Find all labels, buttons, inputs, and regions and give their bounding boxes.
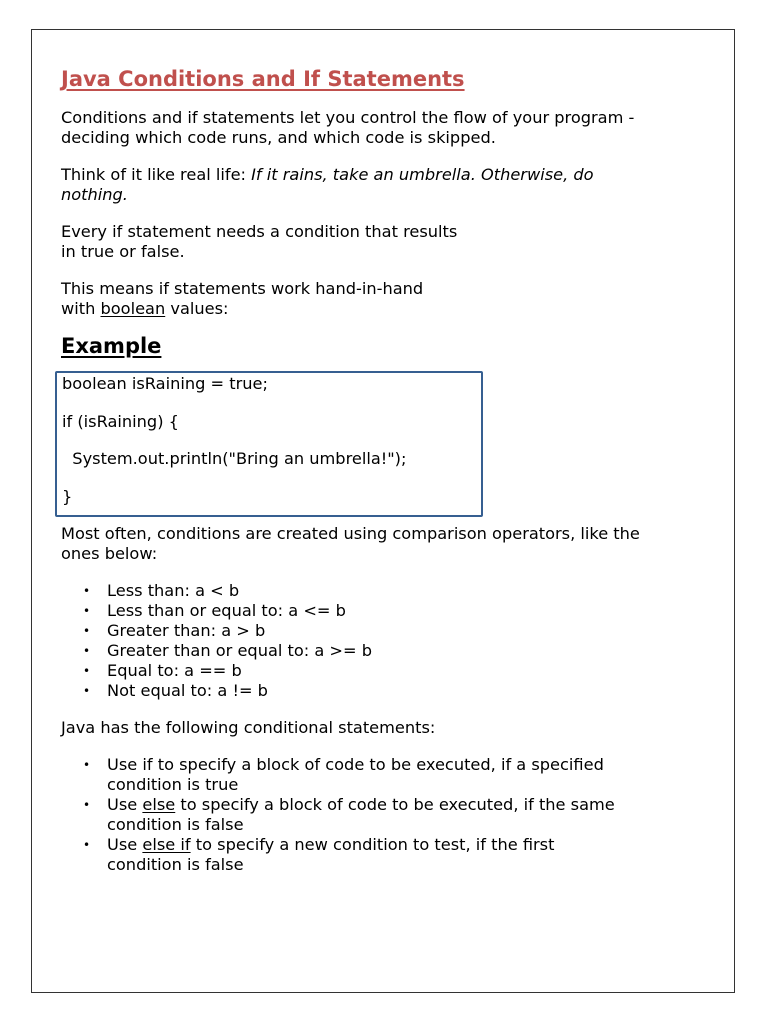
list-item (107, 755, 627, 795)
boolean-line-1: This means if statements work hand-in-hand (61, 279, 424, 298)
condition-paragraph (61, 222, 661, 262)
condition-line-2: in true or false. (61, 242, 185, 261)
boolean-link[interactable]: boolean (100, 299, 166, 318)
list-item: • Less than or equal to: a <= b (107, 601, 661, 621)
list-item: • Not equal to: a != b (107, 681, 661, 701)
code-line: System.out.println("Bring an umbrella!"); (62, 449, 407, 468)
analogy-lead: Think of it like real life: (61, 165, 252, 184)
boolean-with: with (61, 299, 101, 318)
operators-intro: Most often, conditions are created using comparison operators, like the ones below: (61, 524, 640, 563)
else-if-link[interactable]: else if (142, 835, 191, 854)
example-heading: Example (61, 334, 162, 358)
page-title: Java Conditions and If Statements (61, 67, 465, 91)
code-line: boolean isRaining = true; (62, 374, 268, 393)
list-item: • Greater than or equal to: a >= b (107, 641, 661, 661)
else-link[interactable]: else (142, 795, 176, 814)
statements-intro: Java has the following conditional statements: (61, 718, 436, 737)
list-item: • Less than: a < b (107, 581, 661, 601)
list-item (107, 795, 627, 835)
boolean-tail: values: (165, 299, 229, 318)
statement-text: Use (107, 835, 143, 854)
statement-text: Use if to specify a block of code to be executed, if a specified condition is true (107, 755, 604, 794)
code-example-box (55, 371, 483, 517)
list-item: • Equal to: a == b (107, 661, 661, 681)
code-line: if (isRaining) { (62, 411, 179, 431)
list-item: • Greater than: a > b (107, 621, 661, 641)
statements-list (61, 755, 661, 875)
condition-line-1: Every if statement needs a condition that results (61, 222, 458, 241)
statement-text: Use (107, 795, 143, 814)
statement-text: to specify a new condition to test, if the first condition is false (107, 835, 555, 874)
intro-paragraph: Conditions and if statements let you control the flow of your program - deciding which code runs, and which code is skipped. (61, 108, 635, 147)
boolean-paragraph (61, 279, 661, 319)
document-content (61, 66, 661, 892)
code-line: } (62, 486, 73, 506)
analogy-italic: If it rains, take an umbrella. Otherwise, do nothing. (61, 165, 594, 204)
analogy-paragraph (61, 165, 641, 205)
statement-text: to specify a block of code to be executed, if the same condition is false (107, 795, 615, 834)
list-item (107, 835, 627, 875)
operators-list (61, 581, 661, 701)
